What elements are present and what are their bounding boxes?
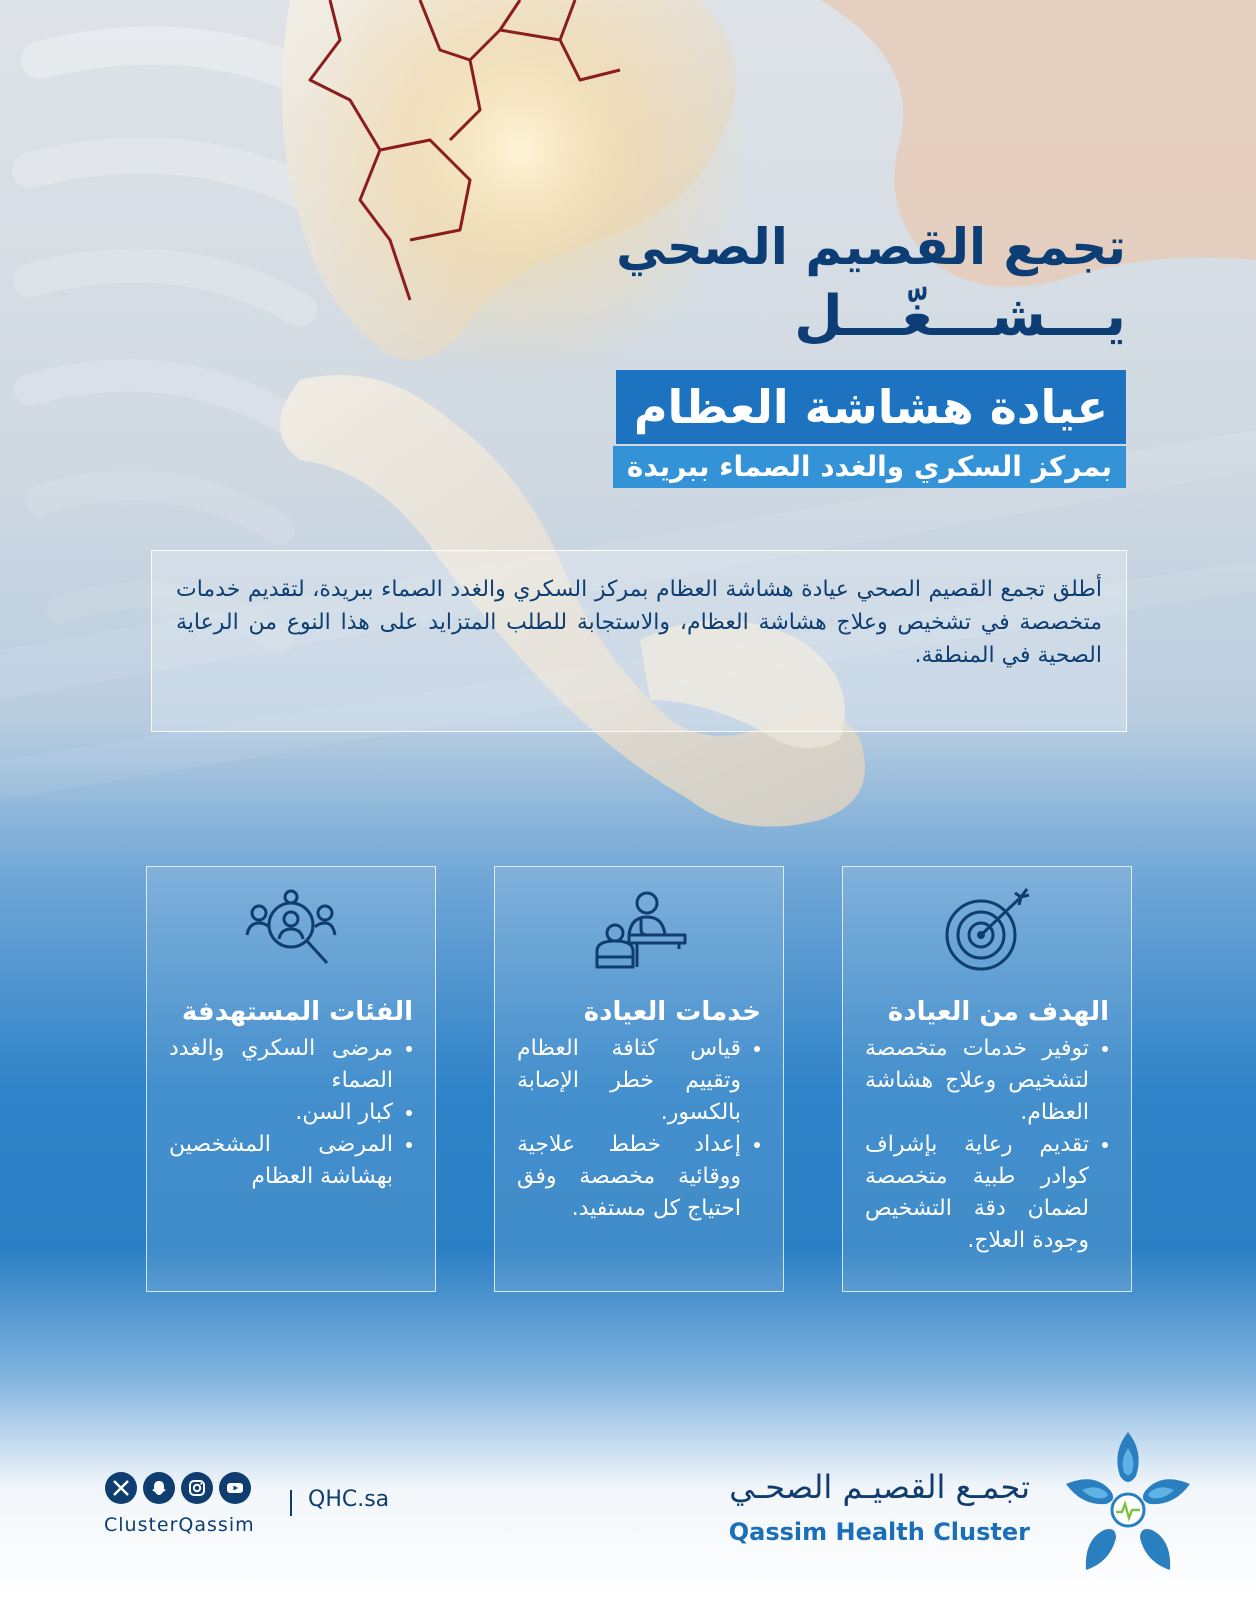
list-item: • تقديم رعاية بإشراف كوادر طبية متخصصة لضمان دقة التشخيص وجودة العلاج. (865, 1129, 1089, 1257)
people-search-icon (241, 885, 341, 975)
card-title: الهدف من العيادة (887, 997, 1109, 1027)
brand-name-arabic: تجمـع القصيـم الصحـي (729, 1468, 1030, 1506)
list-item: • مرضى السكري والغدد الصماء (169, 1033, 393, 1097)
card-title: الفئات المستهدفة (181, 997, 413, 1027)
intro-paragraph: أطلق تجمع القصيم الصحي عيادة هشاشة العظام بمركز السكري والغدد الصماء ببريدة، لتقديم خدمات متخصصة في تشخيص وعلاج هشاشة العظام، والاستجابة للطلب المتزايد على هذا النوع من الرعاية الصحية في المنطقة. (151, 550, 1127, 732)
doctor-desk-icon (589, 885, 689, 975)
headline (486, 212, 1126, 352)
qassim-health-cluster-logo (1058, 1428, 1198, 1578)
social-icons (105, 1472, 251, 1504)
x-icon[interactable] (105, 1472, 137, 1504)
website-link[interactable]: QHC.sa (308, 1487, 390, 1512)
card-title: خدمات العيادة (583, 997, 761, 1027)
youtube-icon[interactable] (219, 1472, 251, 1504)
snapchat-icon[interactable] (143, 1472, 175, 1504)
footer-separator (290, 1490, 292, 1516)
card-list (865, 1033, 1109, 1257)
list-item: • كبار السن. (169, 1097, 393, 1129)
clinic-location-band: بمركز السكري والغدد الصماء ببريدة (613, 446, 1126, 488)
card-list (517, 1033, 761, 1225)
social-handle: ClusterQassim (104, 1514, 255, 1536)
list-item: • المرضى المشخصين بهشاشة العظام (169, 1129, 393, 1193)
card-clinic-services (494, 866, 784, 1292)
card-target-groups (146, 866, 436, 1292)
list-item: • إعداد خطط علاجية ووقائية مخصصة وفق احتياج كل مستفيد. (517, 1129, 741, 1225)
brand-name-english: Qassim Health Cluster (728, 1518, 1030, 1546)
card-clinic-goal (842, 866, 1132, 1292)
headline-operates: يـــشـــغّـــل (794, 284, 1126, 349)
target-icon (937, 885, 1037, 975)
list-item: • قياس كثافة العظام وتقييم خطر الإصابة بالكسور. (517, 1033, 741, 1129)
card-list (169, 1033, 413, 1193)
instagram-icon[interactable] (181, 1472, 213, 1504)
list-item: • توفير خدمات متخصصة لتشخيص وعلاج هشاشة العظام. (865, 1033, 1089, 1129)
clinic-name-band: عيادة هشاشة العظام (616, 370, 1126, 444)
headline-title: تجمع القصيم الصحي (616, 218, 1126, 276)
